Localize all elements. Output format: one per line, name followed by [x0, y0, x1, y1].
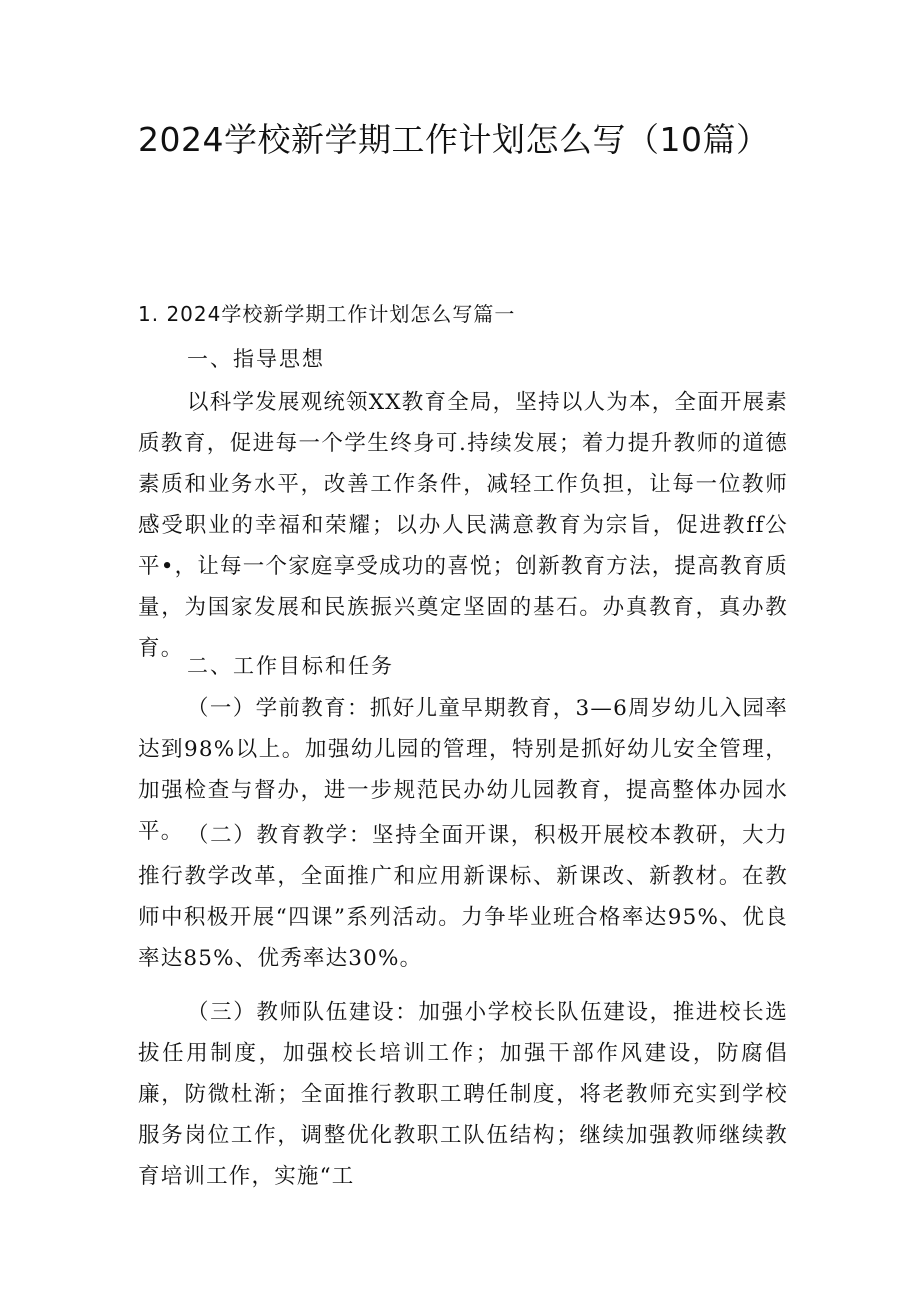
- section-heading: 1. 2024学校新学期工作计划怎么写篇一: [138, 302, 516, 326]
- paragraph-guiding-ideology: 以科学发展观统领XX教育全局，坚持以人为本，全面开展素质教育，促进每一个学生终身可.持续发展；着力提升教师的道德素质和业务水平，改善工作条件，减轻工作负担，让每一位教师感受职业的幸福和荣耀；以办人民满意教育为宗旨，促进教ff公平•，让每一个家庭享受成功的喜悦；创新教育方法，提高教育质量，为国家发展和民族振兴奠定坚固的基石。办真教育，真办教育。: [138, 390, 788, 661]
- paragraph-teaching: （二）教育教学：坚持全面开课，积极开展校本教研，大力推行教学改革，全面推广和应用新课标、新课改、新教材。在教师中积极开展“四课”系列活动。力争毕业班合格率达95%、优良率达85%、优秀率达30%。: [138, 823, 788, 971]
- paragraph-preschool-education: （一）学前教育：抓好儿童早期教育，3—6周岁幼儿入园率达到98%以上。加强幼儿园的管理，特别是抓好幼儿安全管理，加强检查与督办，进一步规范民办幼儿园教育，提高整体办园水平。: [138, 696, 788, 844]
- document-title: 2024学校新学期工作计划怎么写（10篇）: [138, 120, 770, 159]
- heading-goals-tasks: 二、工作目标和任务: [187, 654, 394, 678]
- paragraph-teacher-team: （三）教师队伍建设：加强小学校长队伍建设，推进校长选拔任用制度，加强校长培训工作；加强干部作风建设，防腐倡廉，防微杜渐；全面推行教职工聘任制度，将老教师充实到学校服务岗位工作，调整优化教职工队伍结构；继续加强教师继续教育培训工作，实施“工: [138, 1000, 788, 1189]
- heading-guiding-ideology: 一、指导思想: [187, 347, 325, 371]
